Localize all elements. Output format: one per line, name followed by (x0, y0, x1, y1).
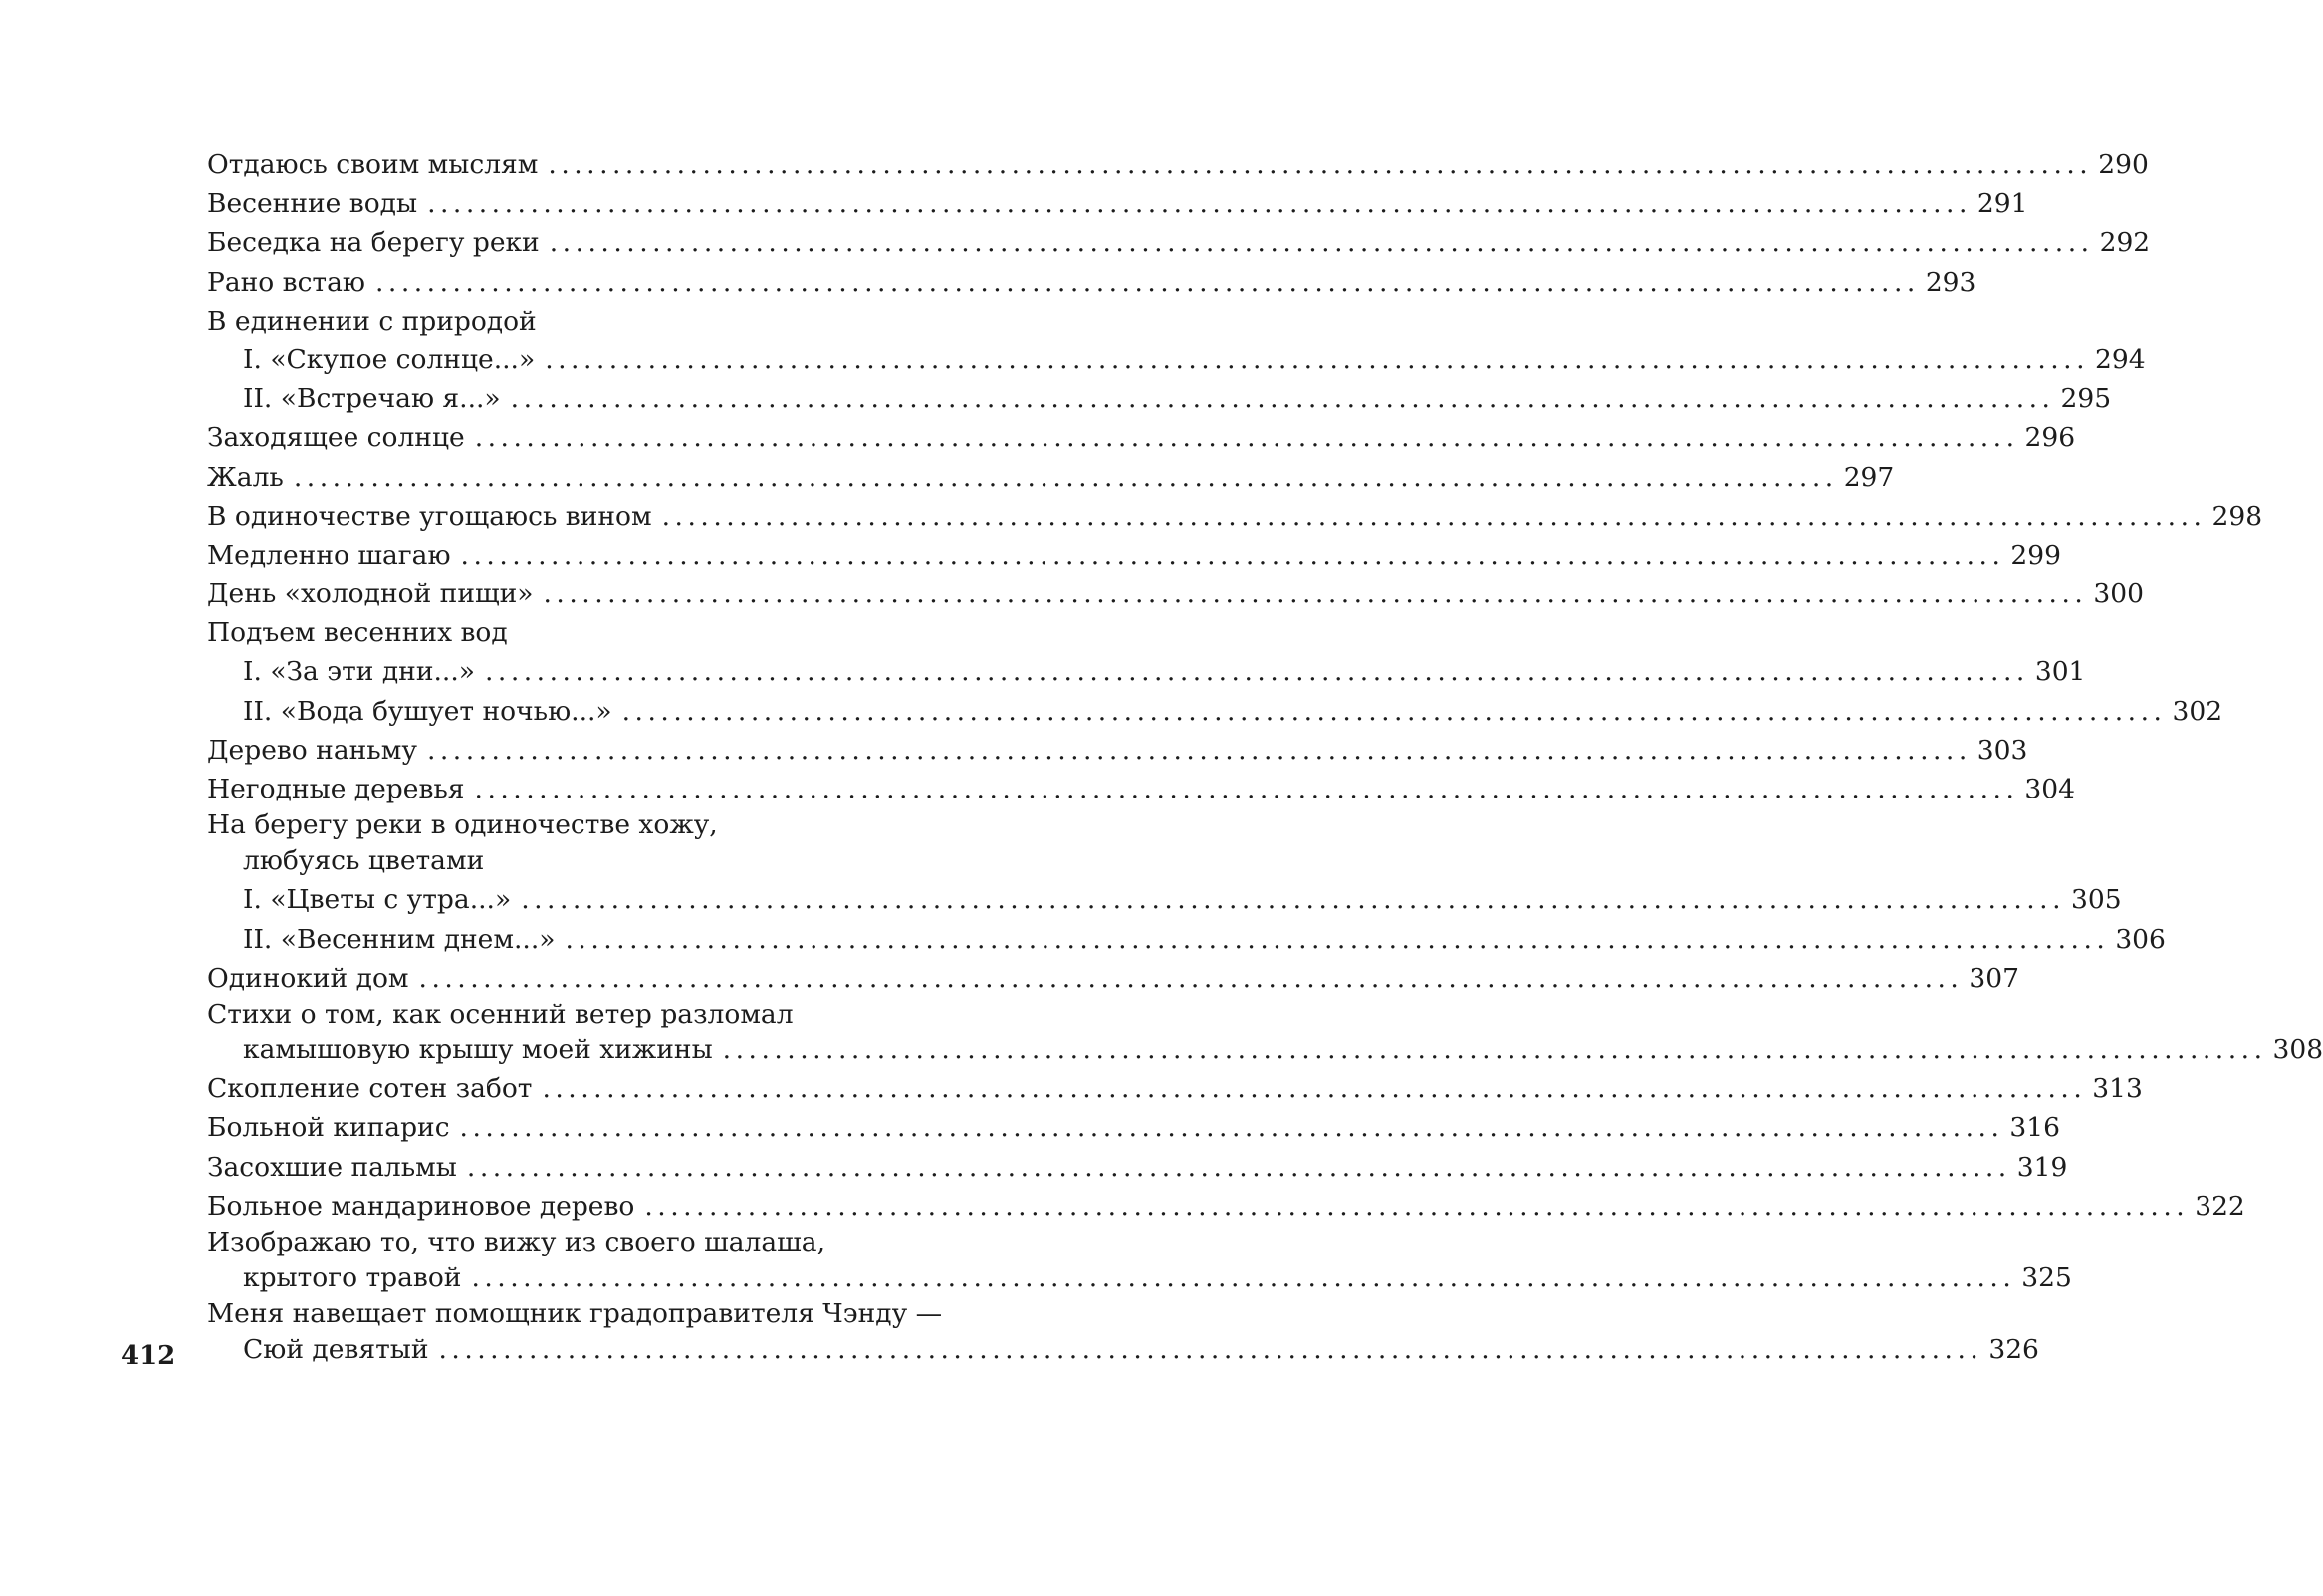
toc-entry (207, 1330, 2039, 1369)
toc-entry (207, 184, 2028, 223)
dot-leader: ........................................................................................................................ (418, 962, 1964, 994)
toc-entry-title: II. «Вода бушует ночью...» (243, 695, 612, 727)
toc-entry-title: Рано встаю (207, 266, 365, 298)
toc-entry-title: I. «За эти дни...» (243, 656, 475, 688)
page-number: 412 (121, 1341, 176, 1371)
toc-entry (207, 1108, 2060, 1147)
toc-entry-page: 291 (1976, 188, 2028, 220)
toc-entry (207, 1258, 2072, 1297)
toc-entry (207, 263, 1976, 302)
toc-entry-title: II. «Весенним днем...» (243, 923, 556, 955)
toc-entry-title: Больное мандариновое дерево (207, 1190, 635, 1222)
toc-entry-page: 322 (2195, 1190, 2245, 1222)
toc-entry-page: 326 (1988, 1334, 2039, 1366)
toc-entry-page: 301 (2034, 656, 2086, 688)
dot-leader: ........................................................................................................................ (521, 884, 2066, 916)
toc-entry-title: крытого травой (243, 1261, 462, 1293)
toc-entry-page: 297 (1843, 461, 1895, 493)
toc-entry (207, 692, 2223, 731)
toc-entry-page: 299 (2010, 539, 2061, 570)
toc-entry (207, 652, 2086, 691)
dot-leader: ........................................................................................................................ (542, 1073, 2087, 1105)
toc-entry-title: Стихи о том, как осенний ветер разломал (207, 998, 794, 1029)
dot-leader: ........................................................................................................................ (722, 1033, 2267, 1065)
dot-leader: ........................................................................................................................ (474, 774, 2019, 804)
toc-entry-page: 302 (2172, 695, 2223, 727)
toc-entry-page: 313 (2092, 1073, 2143, 1105)
toc-entry-title: Заходящее солнце (207, 422, 465, 454)
toc-entry (207, 1297, 948, 1330)
toc-entry (207, 145, 2149, 184)
dot-leader: ........................................................................................................................ (426, 734, 1972, 766)
toc-entry-title: На берегу реки в одиночестве хожу, (207, 809, 718, 841)
toc-entry-page: 308 (2272, 1033, 2323, 1065)
toc-entry (207, 841, 948, 880)
toc-entry-page: 316 (2009, 1112, 2060, 1144)
toc-entry-title: Медленно шагаю (207, 539, 451, 570)
dot-leader: ........................................................................................................................ (466, 1151, 2011, 1183)
toc-entry (207, 379, 2112, 418)
toc-entry (207, 1187, 2245, 1226)
toc-entry (207, 998, 948, 1030)
dot-leader: ........................................................................................................................ (621, 695, 2167, 727)
toc-entry-title: Больной кипарис (207, 1112, 450, 1144)
toc-entry-page: 290 (2098, 149, 2149, 180)
toc-entry (207, 536, 2061, 574)
toc-entry-title: В единении с природой (207, 305, 537, 337)
toc-entry (207, 731, 2028, 770)
toc-entry-title: Изображаю то, что вижу из своего шалаша, (207, 1226, 826, 1257)
dot-leader: ........................................................................................................................ (545, 343, 2090, 375)
toc-entry-title: В одиночестве угощаюсь вином (207, 500, 652, 532)
toc-entry (207, 808, 948, 841)
toc-entry-title: Беседка на берегу реки (207, 227, 540, 259)
toc-entry-title: камышовую крышу моей хижины (243, 1033, 713, 1065)
toc-entry-page: 293 (1925, 266, 1976, 298)
toc-entry (207, 880, 2122, 919)
toc-entry-page: 296 (2024, 422, 2076, 454)
toc-entry (207, 1069, 2143, 1108)
toc-entry-page: 303 (1976, 734, 2028, 766)
toc-entry-title: II. «Встречаю я...» (243, 383, 501, 415)
toc-entry-page: 325 (2021, 1261, 2072, 1293)
dot-leader: ........................................................................................................................ (474, 422, 2019, 454)
toc-entry-title: Одинокий дом (207, 962, 409, 994)
toc-entry-title: Скопление сотен забот (207, 1073, 533, 1105)
toc-entry-page: 305 (2071, 884, 2122, 916)
toc-entry-page: 319 (2016, 1151, 2068, 1183)
toc-entry-page: 307 (1969, 962, 2019, 994)
toc-entry-title: Дерево наньму (207, 734, 417, 766)
toc-entry (207, 1226, 948, 1258)
toc-entry (207, 920, 2166, 959)
toc-entry-title: I. «Цветы с утра...» (243, 884, 512, 916)
dot-leader: ........................................................................................................................ (484, 656, 2029, 688)
toc-entry-title: День «холодной пищи» (207, 578, 534, 610)
toc-entry-title: Негодные деревья (207, 774, 465, 804)
dot-leader: ........................................................................................................................ (644, 1190, 2190, 1222)
toc-entry-page: 304 (2024, 774, 2075, 804)
dot-leader: ........................................................................................................................ (510, 383, 2055, 415)
toc-entry (207, 223, 2151, 262)
toc-entry (207, 770, 2075, 808)
table-of-contents (207, 145, 2323, 1369)
dot-leader: ........................................................................................................................ (549, 227, 2094, 259)
toc-entry (207, 458, 1895, 497)
dot-leader: ........................................................................................................................ (565, 923, 2110, 955)
toc-entry-title: I. «Скупое солнце...» (243, 343, 536, 375)
toc-entry (207, 341, 2146, 379)
dot-leader: ........................................................................................................................ (543, 578, 2088, 610)
toc-entry (207, 1148, 2068, 1187)
dot-leader: ........................................................................................................................ (548, 149, 2093, 180)
toc-entry-page: 298 (2211, 500, 2263, 532)
dot-leader: ........................................................................................................................ (459, 1112, 2004, 1144)
toc-entry (207, 613, 948, 652)
toc-entry-page: 300 (2093, 578, 2144, 610)
toc-entry-page: 306 (2115, 923, 2166, 955)
toc-entry-page: 294 (2095, 343, 2146, 375)
toc-entry (207, 497, 2263, 536)
dot-leader: ........................................................................................................................ (460, 539, 2005, 570)
dot-leader: ........................................................................................................................ (293, 461, 1838, 493)
toc-entry-title: Подъем весенних вод (207, 617, 508, 649)
toc-entry-title: Отдаюсь своим мыслям (207, 149, 539, 180)
toc-entry (207, 418, 2076, 457)
toc-entry-page: 295 (2060, 383, 2112, 415)
toc-entry-title: Сюй девятый (243, 1334, 429, 1366)
toc-entry-title: любуясь цветами (243, 845, 485, 877)
dot-leader: ........................................................................................................................ (661, 500, 2207, 532)
toc-entry-title: Весенние воды (207, 188, 418, 220)
dot-leader: ........................................................................................................................ (374, 266, 1920, 298)
toc-entry (207, 302, 948, 341)
toc-entry-title: Меня навещает помощник градоправителя Чэнду — (207, 1298, 943, 1330)
toc-entry (207, 574, 2144, 613)
toc-entry (207, 959, 2019, 998)
dot-leader: ........................................................................................................................ (471, 1261, 2016, 1293)
toc-entry-title: Жаль (207, 461, 284, 493)
toc-entry-title: Засохшие пальмы (207, 1151, 457, 1183)
dot-leader: ........................................................................................................................ (427, 188, 1972, 220)
toc-entry (207, 1030, 2323, 1069)
dot-leader: ........................................................................................................................ (438, 1334, 1983, 1366)
toc-entry-page: 292 (2099, 227, 2151, 259)
